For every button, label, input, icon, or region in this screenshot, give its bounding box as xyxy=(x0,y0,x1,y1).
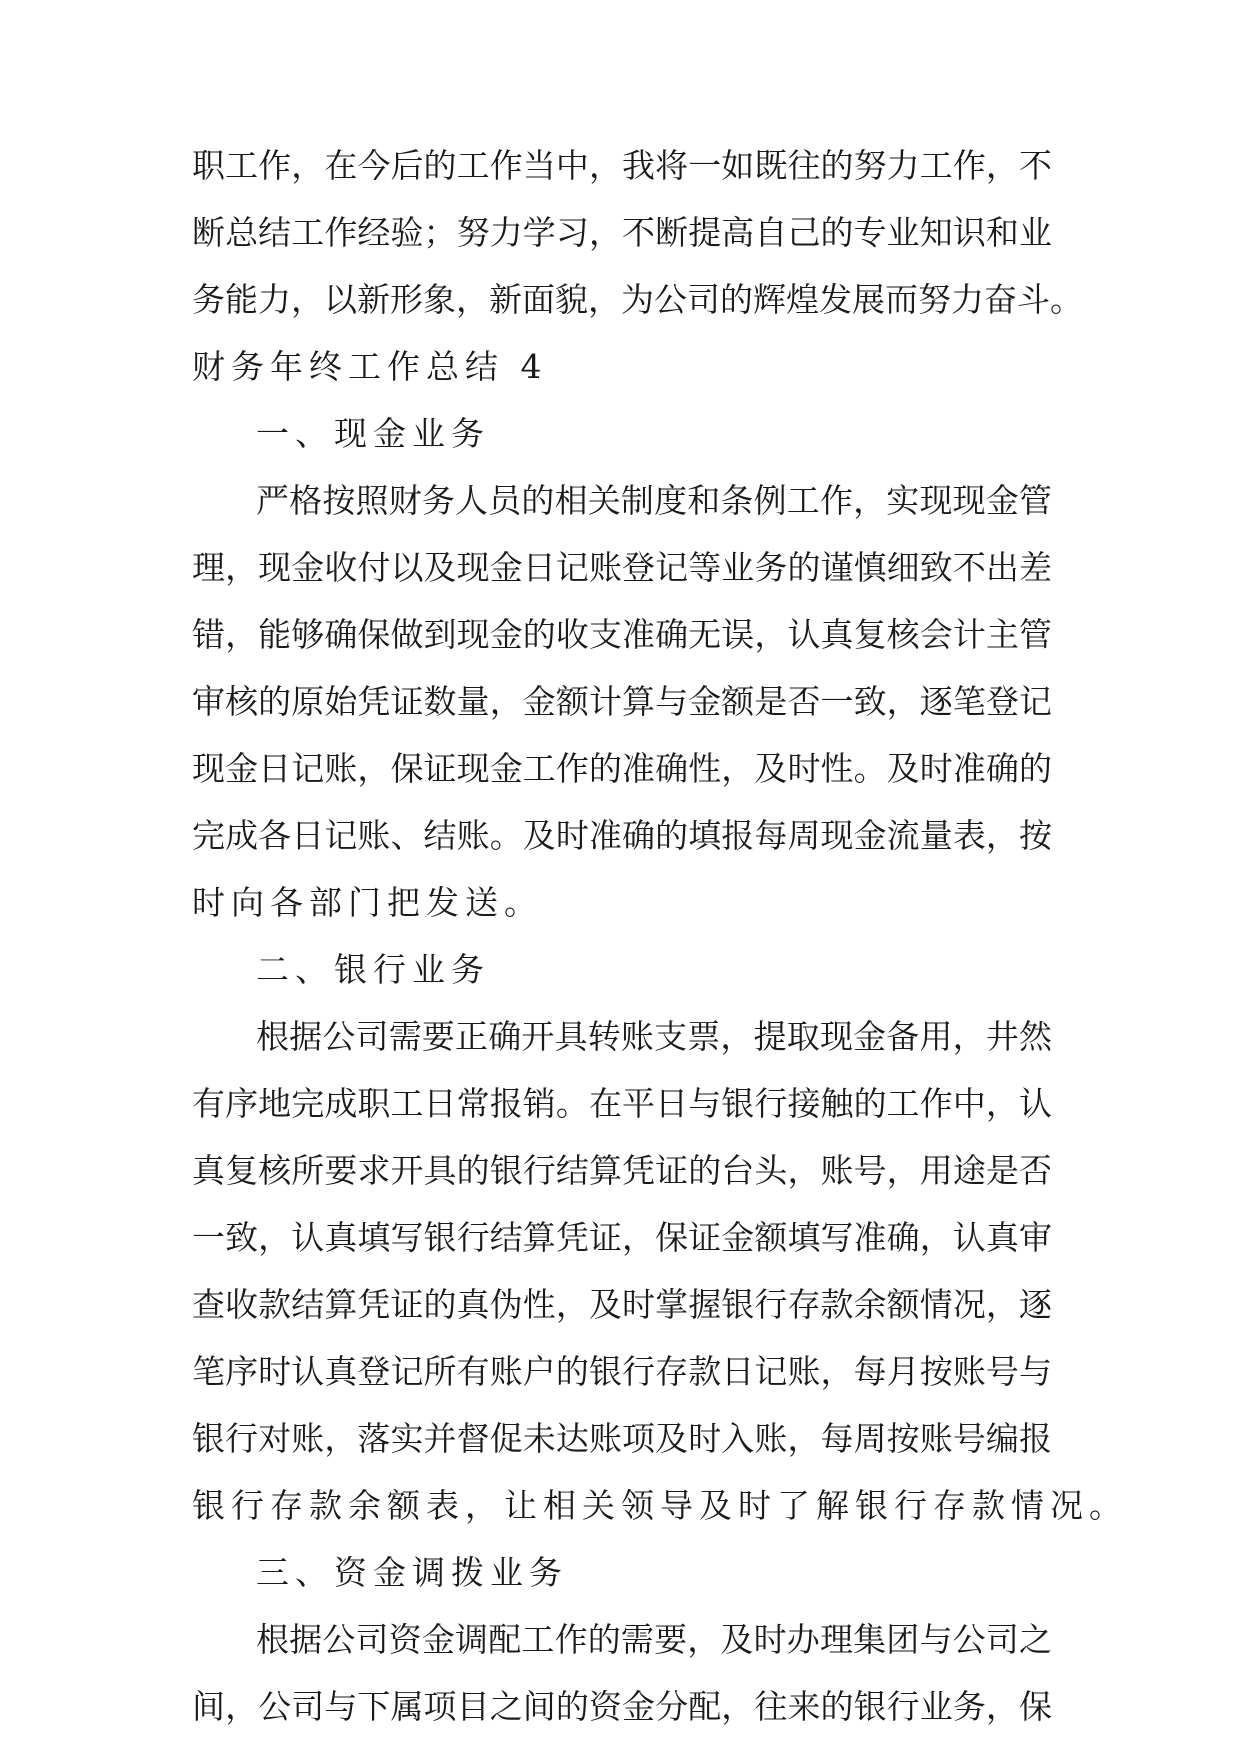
text-line: 严格按照财务人员的相关制度和条例工作，实现现金管 xyxy=(256,481,1052,520)
text-line: 有序地完成职工日常报销。在平日与银行接触的工作中，认 xyxy=(192,1084,1052,1123)
text-line: 银行对账，落实并督促未达账项及时入账，每周按账号编报 xyxy=(192,1419,1052,1458)
text-line: 断总结工作经验；努力学习，不断提高自己的专业知识和业 xyxy=(192,213,1052,252)
text-line: 现金日记账，保证现金工作的准确性，及时性。及时准确的 xyxy=(192,749,1052,788)
text-line: 完成各日记账、结账。及时准确的填报每周现金流量表，按 xyxy=(192,816,1052,855)
text-line: 间，公司与下属项目之间的资金分配，往来的银行业务，保 xyxy=(192,1687,1052,1726)
text-line: 查收款结算凭证的真伪性，及时掌握银行存款余额情况，逐 xyxy=(192,1285,1052,1324)
subsection-heading: 二、银行业务 xyxy=(256,950,490,989)
text-line: 理，现金收付以及现金日记账登记等业务的谨慎细致不出差 xyxy=(192,548,1052,587)
text-line: 真复核所要求开具的银行结算凭证的台头，账号，用途是否 xyxy=(192,1151,1052,1190)
section-heading: 财务年终工作总结 4 xyxy=(192,347,548,386)
text-line: 根据公司需要正确开具转账支票，提取现金备用，井然 xyxy=(256,1017,1052,1056)
text-line: 错，能够确保做到现金的收支准确无误，认真复核会计主管 xyxy=(192,615,1052,654)
text-line: 根据公司资金调配工作的需要，及时办理集团与公司之 xyxy=(256,1620,1052,1659)
text-line: 笔序时认真登记所有账户的银行存款日记账，每月按账号与 xyxy=(192,1352,1052,1391)
subsection-heading: 一、现金业务 xyxy=(256,414,490,453)
subsection-heading: 三、资金调拨业务 xyxy=(256,1553,568,1592)
text-line: 审核的原始凭证数量，金额计算与金额是否一致，逐笔登记 xyxy=(192,682,1052,721)
text-line: 一致，认真填写银行结算凭证，保证金额填写准确，认真审 xyxy=(192,1218,1052,1257)
text-line: 银行存款余额表，让相关领导及时了解银行存款情况。 xyxy=(192,1486,1128,1525)
text-line: 职工作，在今后的工作当中，我将一如既往的努力工作，不 xyxy=(192,146,1052,185)
text-line: 务能力，以新形象，新面貌，为公司的辉煌发展而努力奋斗。 xyxy=(192,280,1083,319)
text-line: 时向各部门把发送。 xyxy=(192,883,543,922)
